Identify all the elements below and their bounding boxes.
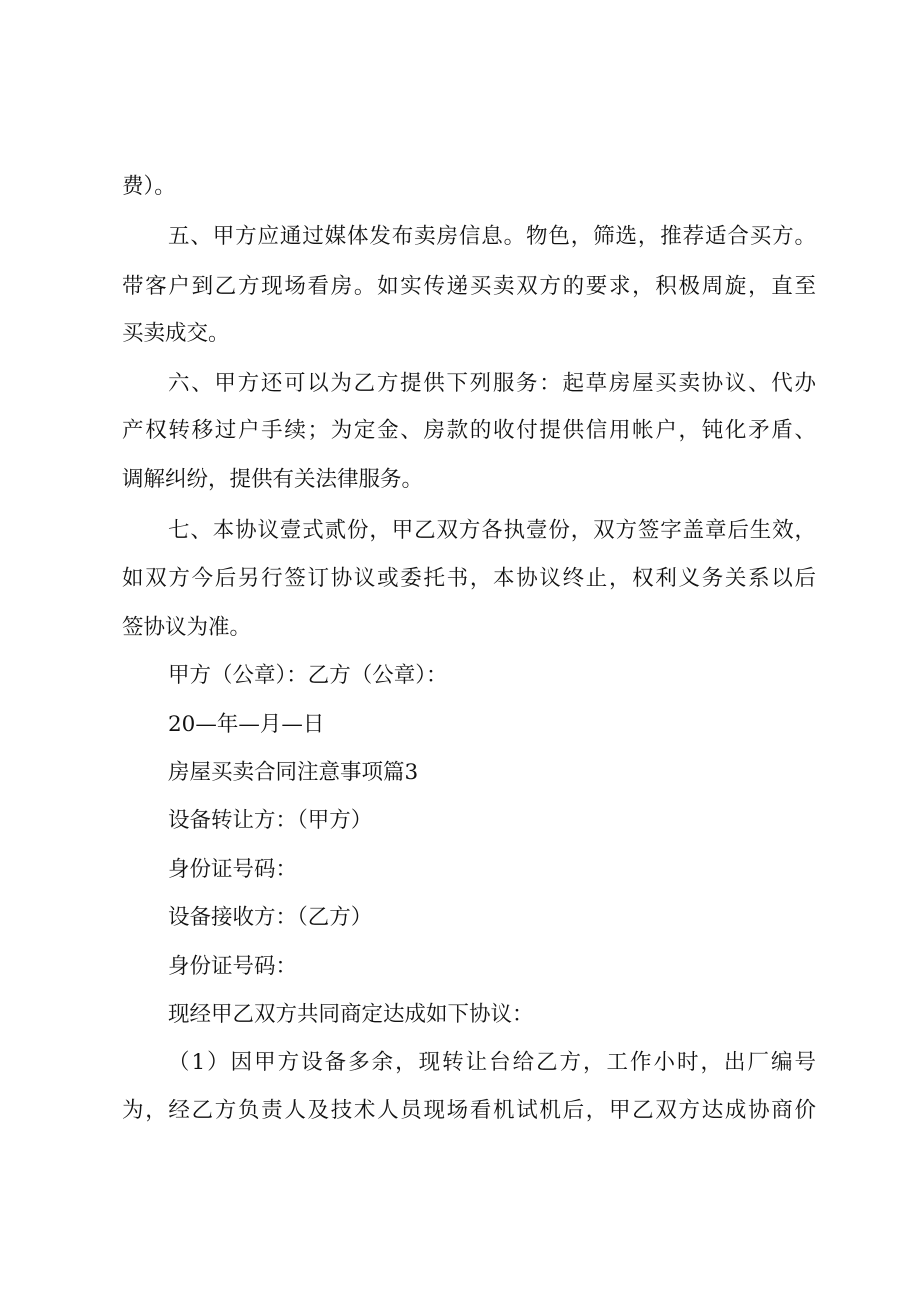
paragraph-line: 现经甲乙双方共同商定达成如下协议： xyxy=(168,1002,534,1027)
signature-line: 甲方（公章）：乙方（公章）： xyxy=(168,663,448,688)
date-line: 20—年—月—日 xyxy=(168,712,325,737)
id-number-line: 身份证号码： xyxy=(168,857,298,882)
paragraph-line: 七、本协议壹式贰份，甲乙双方各执壹份，双方签字盖章后生效， xyxy=(168,518,816,543)
paragraph-line: 五、甲方应通过媒体发布卖房信息。物色，筛选，推荐适合买方。 xyxy=(168,224,816,249)
paragraph-line: （1）因甲方设备多余，现转让台给乙方，工作小时，出厂编号 xyxy=(168,1050,816,1075)
paragraph-line: 费）。 xyxy=(122,174,176,199)
id-number-line: 身份证号码： xyxy=(168,954,298,979)
transferee-line: 设备接收方：（乙方） xyxy=(168,905,373,930)
paragraph-line: 为，经乙方负责人及技术人员现场看机试机后，甲乙双方达成协商价 xyxy=(122,1098,816,1123)
paragraph-line: 产权转移过户手续；为定金、房款的收付提供信用帐户，钝化矛盾、 xyxy=(122,418,816,443)
paragraph-line: 带客户到乙方现场看房。如实传递买卖双方的要求，积极周旋，直至 xyxy=(122,274,816,299)
paragraph-line: 调解纠纷，提供有关法律服务。 xyxy=(122,467,424,492)
transferor-line: 设备转让方：（甲方） xyxy=(168,808,373,833)
paragraph-line: 签协议为准。 xyxy=(122,615,252,640)
paragraph-line: 六、甲方还可以为乙方提供下列服务：起草房屋买卖协议、代办 xyxy=(168,371,816,396)
paragraph-line: 买卖成交。 xyxy=(122,321,230,346)
section-title: 房屋买卖合同注意事项篇3 xyxy=(168,760,419,785)
paragraph-line: 如双方今后另行签订协议或委托书，本协议终止，权利义务关系以后 xyxy=(122,566,816,591)
